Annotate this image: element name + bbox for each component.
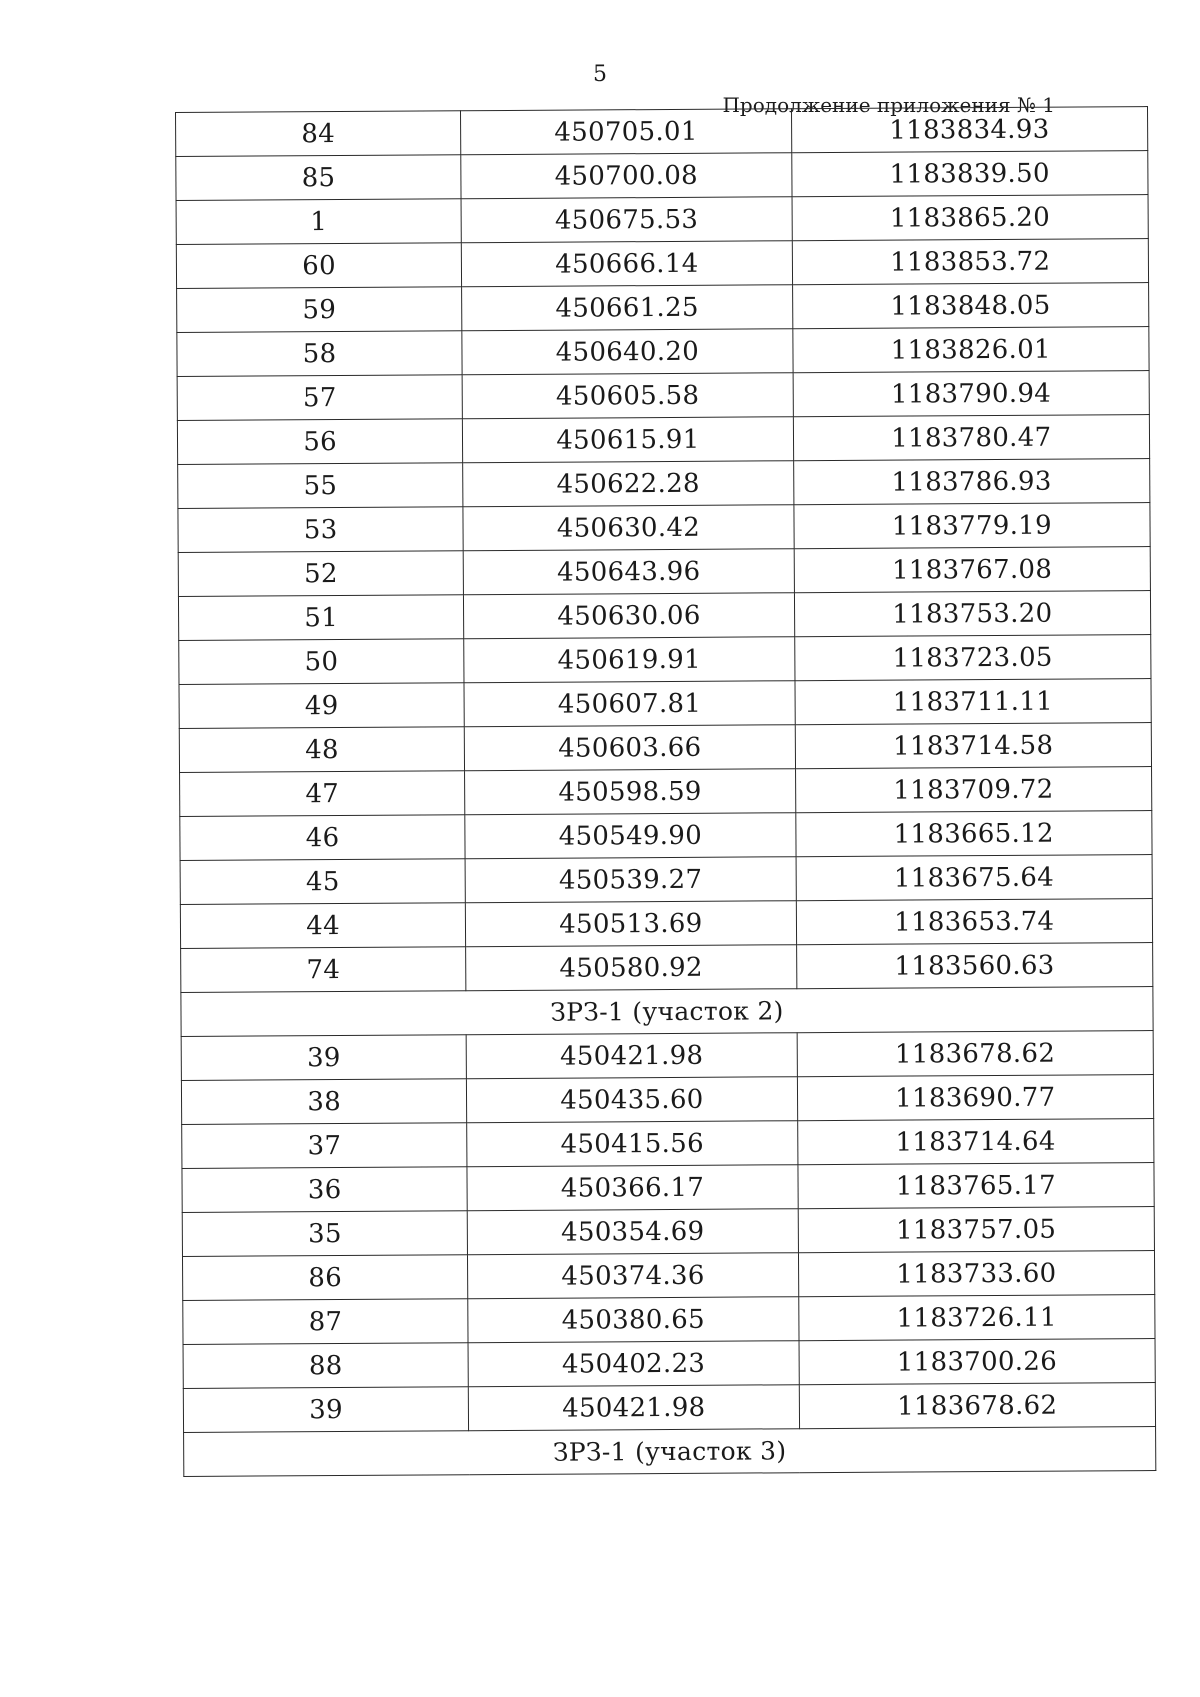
x-coordinate-cell: 450421.98	[466, 1033, 797, 1079]
x-coordinate-cell: 450598.59	[465, 769, 796, 815]
x-coordinate-cell: 450415.56	[467, 1121, 798, 1167]
table-row	[181, 943, 1153, 993]
point-number-cell: 55	[178, 463, 463, 509]
x-coordinate-cell: 450421.98	[468, 1385, 799, 1431]
y-coordinate-cell: 1183665.12	[795, 811, 1152, 857]
y-coordinate-cell: 1183780.47	[793, 415, 1150, 461]
point-number-cell: 86	[182, 1255, 467, 1301]
x-coordinate-cell: 450607.81	[464, 681, 795, 727]
table-row	[180, 767, 1152, 817]
table-row	[176, 195, 1148, 245]
y-coordinate-cell: 1183678.62	[797, 1031, 1154, 1077]
x-coordinate-cell: 450705.01	[461, 109, 792, 155]
table-row	[178, 547, 1150, 597]
x-coordinate-cell: 450640.20	[462, 329, 793, 375]
table-row	[182, 1163, 1154, 1213]
section-header-row	[184, 1427, 1156, 1477]
point-number-cell: 85	[176, 155, 461, 201]
x-coordinate-cell: 450580.92	[466, 945, 797, 991]
point-number-cell: 35	[182, 1211, 467, 1257]
section-label: ЗРЗ-1 (участок 2)	[181, 987, 1153, 1037]
x-coordinate-cell: 450605.58	[462, 373, 793, 419]
y-coordinate-cell: 1183723.05	[794, 635, 1151, 681]
x-coordinate-cell: 450549.90	[465, 813, 796, 859]
table-row	[178, 503, 1150, 553]
point-number-cell: 47	[180, 771, 465, 817]
x-coordinate-cell: 450630.42	[463, 505, 794, 551]
point-number-cell: 60	[176, 243, 461, 289]
y-coordinate-cell: 1183653.74	[796, 899, 1153, 945]
x-coordinate-cell: 450539.27	[465, 857, 796, 903]
continuation-label: Продолжение приложения № 1	[722, 93, 1055, 117]
table-row	[177, 415, 1149, 465]
x-coordinate-cell: 450675.53	[461, 197, 792, 243]
y-coordinate-cell: 1183839.50	[791, 151, 1148, 197]
y-coordinate-cell: 1183714.64	[797, 1119, 1154, 1165]
x-coordinate-cell: 450380.65	[468, 1297, 799, 1343]
y-coordinate-cell: 1183678.62	[799, 1383, 1156, 1429]
point-number-cell: 1	[176, 199, 461, 245]
y-coordinate-cell: 1183865.20	[792, 195, 1149, 241]
table-row	[179, 635, 1151, 685]
y-coordinate-cell: 1183853.72	[792, 239, 1149, 285]
point-number-cell: 51	[178, 595, 463, 641]
y-coordinate-cell: 1183675.64	[796, 855, 1153, 901]
y-coordinate-cell: 1183834.93	[791, 107, 1148, 153]
x-coordinate-cell: 450661.25	[462, 285, 793, 331]
y-coordinate-cell: 1183790.94	[793, 371, 1150, 417]
table-row	[182, 1251, 1154, 1301]
table-row	[176, 107, 1148, 157]
point-number-cell: 48	[179, 727, 464, 773]
x-coordinate-cell: 450435.60	[467, 1077, 798, 1123]
section-label: ЗРЗ-1 (участок 3)	[184, 1427, 1156, 1477]
point-number-cell: 37	[182, 1123, 467, 1169]
x-coordinate-cell: 450603.66	[464, 725, 795, 771]
coordinates-table-body	[176, 107, 1156, 1477]
x-coordinate-cell: 450402.23	[468, 1341, 799, 1387]
y-coordinate-cell: 1183765.17	[798, 1163, 1155, 1209]
point-number-cell: 45	[180, 859, 465, 905]
y-coordinate-cell: 1183560.63	[796, 943, 1153, 989]
y-coordinate-cell: 1183786.93	[793, 459, 1150, 505]
y-coordinate-cell: 1183767.08	[794, 547, 1151, 593]
y-coordinate-cell: 1183714.58	[795, 723, 1152, 769]
table-row	[183, 1339, 1155, 1389]
x-coordinate-cell: 450630.06	[464, 593, 795, 639]
y-coordinate-cell: 1183733.60	[798, 1251, 1155, 1297]
x-coordinate-cell: 450666.14	[462, 241, 793, 287]
table-row	[178, 591, 1150, 641]
point-number-cell: 39	[181, 1035, 466, 1081]
table-row	[183, 1295, 1155, 1345]
x-coordinate-cell: 450354.69	[467, 1209, 798, 1255]
y-coordinate-cell: 1183753.20	[794, 591, 1151, 637]
table-row	[179, 679, 1151, 729]
point-number-cell: 74	[181, 947, 466, 993]
table-row	[176, 151, 1148, 201]
point-number-cell: 87	[183, 1299, 468, 1345]
x-coordinate-cell: 450513.69	[466, 901, 797, 947]
point-number-cell: 59	[177, 287, 462, 333]
table-row	[180, 811, 1152, 861]
point-number-cell: 36	[182, 1167, 467, 1213]
table-row	[176, 239, 1148, 289]
table-row	[179, 723, 1151, 773]
point-number-cell: 88	[183, 1343, 468, 1389]
table-row	[178, 459, 1150, 509]
point-number-cell: 46	[180, 815, 465, 861]
table-row	[177, 371, 1149, 421]
point-number-cell: 38	[181, 1079, 466, 1125]
y-coordinate-cell: 1183709.72	[795, 767, 1152, 813]
point-number-cell: 56	[177, 419, 462, 465]
y-coordinate-cell: 1183848.05	[792, 283, 1149, 329]
point-number-cell: 53	[178, 507, 463, 553]
y-coordinate-cell: 1183711.11	[795, 679, 1152, 725]
table-row	[180, 899, 1152, 949]
point-number-cell: 50	[179, 639, 464, 685]
table-row	[182, 1207, 1154, 1257]
x-coordinate-cell: 450622.28	[463, 461, 794, 507]
table-row	[183, 1383, 1155, 1433]
x-coordinate-cell: 450615.91	[463, 417, 794, 463]
table-row	[181, 1031, 1153, 1081]
point-number-cell: 52	[178, 551, 463, 597]
table-row	[177, 327, 1149, 377]
coordinates-table	[175, 106, 1156, 1477]
section-header-row	[181, 987, 1153, 1037]
table-row	[181, 1075, 1153, 1125]
y-coordinate-cell: 1183690.77	[797, 1075, 1154, 1121]
point-number-cell: 39	[183, 1387, 468, 1433]
point-number-cell: 49	[179, 683, 464, 729]
y-coordinate-cell: 1183726.11	[798, 1295, 1155, 1341]
point-number-cell: 44	[180, 903, 465, 949]
y-coordinate-cell: 1183757.05	[798, 1207, 1155, 1253]
point-number-cell: 84	[176, 111, 461, 157]
point-number-cell: 57	[177, 375, 462, 421]
x-coordinate-cell: 450643.96	[463, 549, 794, 595]
y-coordinate-cell: 1183700.26	[799, 1339, 1156, 1385]
page-number: 5	[593, 62, 607, 87]
x-coordinate-cell: 450700.08	[461, 153, 792, 199]
x-coordinate-cell: 450619.91	[464, 637, 795, 683]
table-row	[182, 1119, 1154, 1169]
point-number-cell: 58	[177, 331, 462, 377]
table-row	[180, 855, 1152, 905]
y-coordinate-cell: 1183779.19	[794, 503, 1151, 549]
table-row	[177, 283, 1149, 333]
x-coordinate-cell: 450374.36	[468, 1253, 799, 1299]
y-coordinate-cell: 1183826.01	[792, 327, 1149, 373]
x-coordinate-cell: 450366.17	[467, 1165, 798, 1211]
